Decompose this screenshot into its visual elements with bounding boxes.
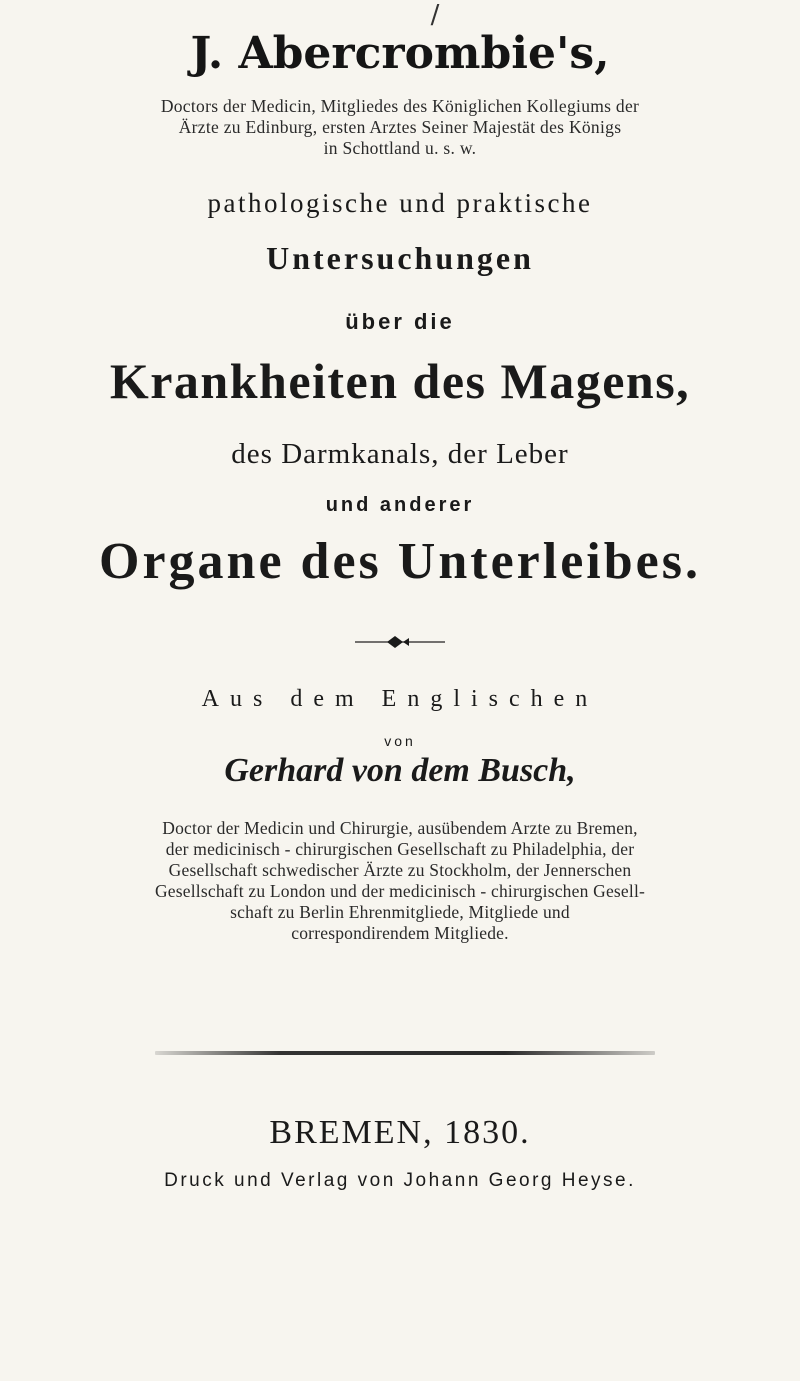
title-line: des Darmkanals, der Leber [231,438,569,470]
title-line-main: Krankheiten des Magens, [109,353,691,409]
author-description-line: in Schottland u. s. w. [323,138,477,158]
translator-name: Gerhard von dem Busch, [224,752,576,789]
ornament-divider [353,632,447,652]
title-line: pathologische und praktische [207,188,593,218]
translated-from: Aus dem Englischen [201,686,599,712]
printer-imprint: Druck und Verlag von Johann Georg Heyse. [164,1170,636,1191]
translator-description-line: Doctor der Medicin und Chirurgie, ausübendem Arzte zu Bremen, [162,818,638,838]
translator-description-line: schaft zu Berlin Ehrenmitgliede, Mitgliede und [230,902,570,922]
place-and-year: BREMEN, 1830. [269,1114,531,1151]
title-line: über die [345,309,455,334]
author-name: J. Abercrombie's, [190,28,610,79]
title-line: Untersuchungen [266,240,534,276]
translator-description-line: Gesellschaft schwedischer Ärzte zu Stockholm, der Jennerschen [168,860,632,880]
by-label: von [384,733,416,749]
translator-description-line: correspondirendem Mitgliede. [291,923,509,943]
title-line: und anderer [325,494,475,516]
top-mark: / [430,0,440,30]
translator-description-line: Gesellschaft zu London und der medicinisch - chirurgischen Gesell- [154,881,646,901]
title-line-main: Organe des Unterleibes. [99,533,701,590]
author-description-line: Doctors der Medicin, Mitgliedes des Königlichen Kollegiums der [160,96,640,116]
author-description-line: Ärzte zu Edinburg, ersten Arztes Seiner Majestät des Königs [178,117,622,137]
translator-description-line: der medicinisch - chirurgischen Gesellschaft zu Philadelphia, der [165,839,635,859]
horizontal-rule [155,1051,655,1055]
